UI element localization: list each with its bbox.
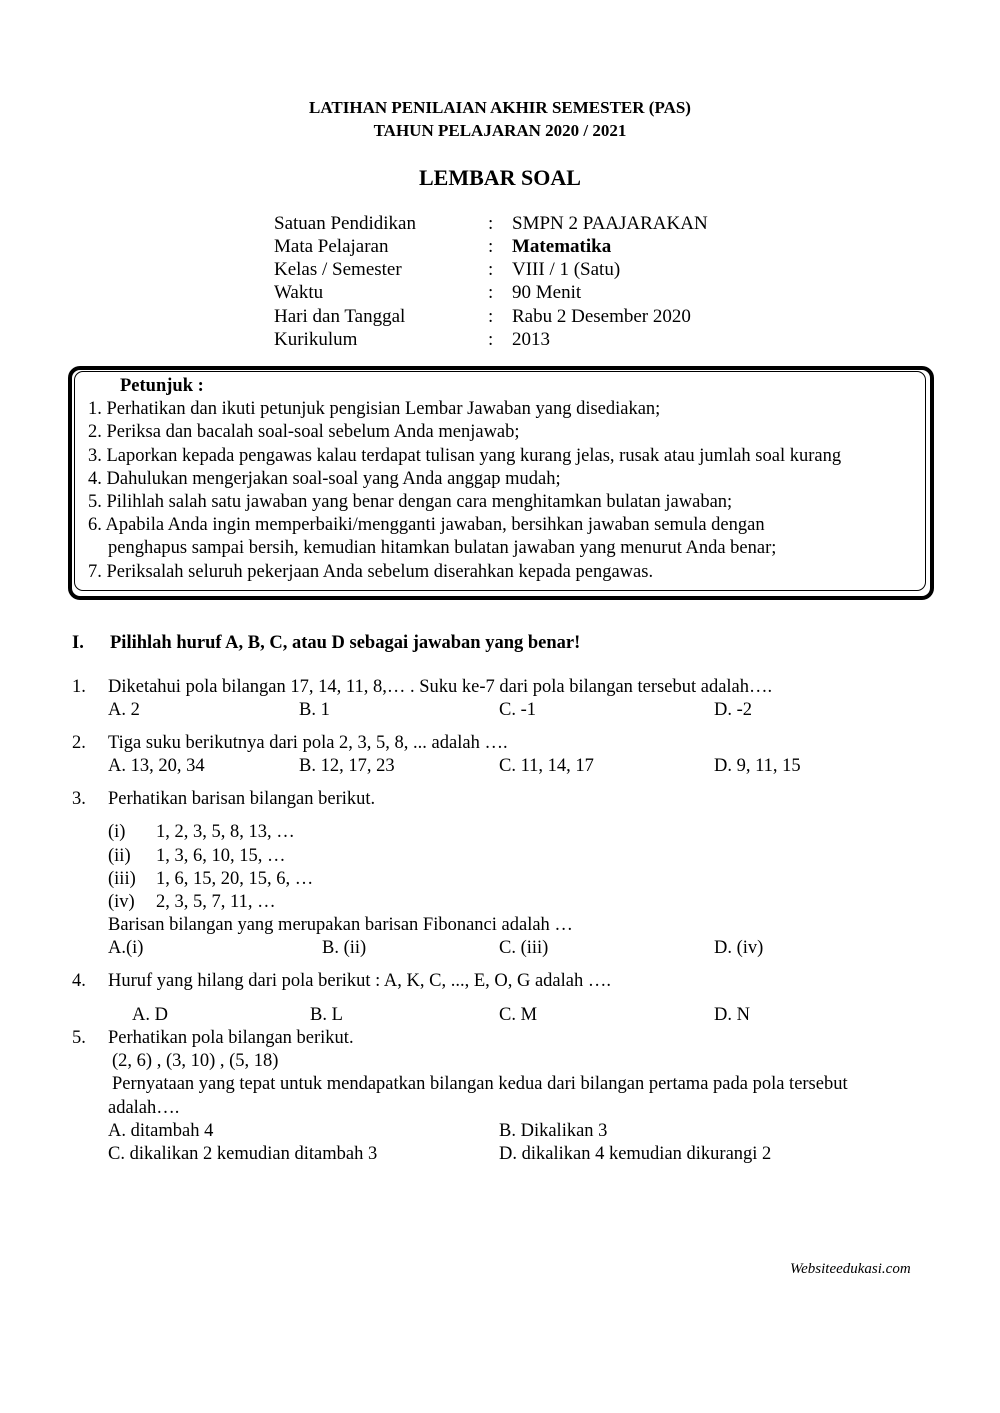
instruction-item: 5. Pilihlah salah satu jawaban yang benar dengan cara menghitamkan bulatan jawaban; bbox=[88, 492, 733, 512]
question-text: Huruf yang hilang dari pola berikut : A, K, C, ..., E, O, G adalah …. bbox=[108, 971, 611, 991]
option-b: B. 12, 17, 23 bbox=[299, 756, 395, 776]
option-c: C. (iii) bbox=[499, 938, 549, 958]
info-sep: : bbox=[488, 329, 494, 350]
option-d: D. N bbox=[714, 1005, 750, 1025]
option-d: D. 9, 11, 15 bbox=[714, 756, 801, 776]
info-label: Hari dan Tanggal bbox=[274, 306, 406, 327]
question-number: 5. bbox=[72, 1028, 86, 1048]
option-c: C. 11, 14, 17 bbox=[499, 756, 594, 776]
option-d: D. (iv) bbox=[714, 938, 764, 958]
option-b: B. (ii) bbox=[322, 938, 367, 958]
instruction-item: 4. Dahulukan mengerjakan soal-soal yang Anda anggap mudah; bbox=[88, 469, 561, 489]
question-number: 2. bbox=[72, 733, 86, 753]
info-sep: : bbox=[488, 259, 494, 280]
section-number: I. bbox=[72, 633, 84, 653]
option-d: D. -2 bbox=[714, 700, 753, 720]
number-pairs: (2, 6) , (3, 10) , (5, 18) bbox=[112, 1051, 279, 1071]
option-d: D. dikalikan 4 kemudian dikurangi 2 bbox=[499, 1144, 772, 1164]
info-value-subject: Matematika bbox=[512, 236, 612, 257]
option-a: A.(i) bbox=[108, 938, 144, 958]
question-number: 4. bbox=[72, 971, 86, 991]
sequence-label: (iii) bbox=[108, 869, 136, 889]
option-a: A. 2 bbox=[108, 700, 140, 720]
info-sep: : bbox=[488, 282, 494, 303]
info-value: Rabu 2 Desember 2020 bbox=[512, 306, 691, 327]
question-number: 1. bbox=[72, 677, 86, 697]
info-value: VIII / 1 (Satu) bbox=[512, 259, 621, 280]
question-text: Perhatikan barisan bilangan berikut. bbox=[108, 789, 376, 809]
header-line-2: TAHUN PELAJARAN 2020 / 2021 bbox=[373, 121, 627, 140]
question-text: Diketahui pola bilangan 17, 14, 11, 8,… . Suku ke-7 dari pola bilangan tersebut adalah…. bbox=[108, 677, 773, 697]
option-a: A. D bbox=[132, 1005, 168, 1025]
info-label: Kurikulum bbox=[274, 329, 358, 350]
option-b: B. L bbox=[310, 1005, 343, 1025]
info-sep: : bbox=[488, 236, 494, 257]
option-c: C. -1 bbox=[499, 700, 536, 720]
question-prompt: Pernyataan yang tepat untuk mendapatkan bilangan kedua dari bilangan pertama pada pola tersebut bbox=[112, 1074, 848, 1094]
option-c: C. M bbox=[499, 1005, 538, 1025]
page-title: LEMBAR SOAL bbox=[419, 165, 581, 190]
question-text: Tiga suku berikutnya dari pola 2, 3, 5, 8, ... adalah …. bbox=[108, 733, 508, 753]
instruction-item: 3. Laporkan kepada pengawas kalau terdapat tulisan yang kurang jelas, rusak atau jumlah soal kurang bbox=[88, 446, 842, 466]
instructions-heading: Petunjuk : bbox=[120, 376, 204, 396]
sequence-values: 1, 2, 3, 5, 8, 13, … bbox=[156, 822, 295, 842]
instruction-item: 7. Periksalah seluruh pekerjaan Anda sebelum diserahkan kepada pengawas. bbox=[88, 562, 654, 582]
option-c: C. dikalikan 2 kemudian ditambah 3 bbox=[108, 1144, 378, 1164]
question-text: Perhatikan pola bilangan berikut. bbox=[108, 1028, 354, 1048]
info-label: Satuan Pendidikan bbox=[274, 213, 416, 234]
question-prompt: Barisan bilangan yang merupakan barisan Fibonanci adalah … bbox=[108, 915, 573, 935]
question-prompt-continued: adalah…. bbox=[108, 1098, 180, 1118]
info-label: Kelas / Semester bbox=[274, 259, 402, 280]
sequence-values: 1, 6, 15, 20, 15, 6, … bbox=[156, 869, 314, 889]
sequence-label: (i) bbox=[108, 822, 126, 842]
sequence-values: 2, 3, 5, 7, 11, … bbox=[156, 892, 276, 912]
sequence-values: 1, 3, 6, 10, 15, … bbox=[156, 846, 286, 866]
question-number: 3. bbox=[72, 789, 86, 809]
option-b: B. Dikalikan 3 bbox=[499, 1121, 608, 1141]
info-sep: : bbox=[488, 306, 494, 327]
sequence-label: (iv) bbox=[108, 892, 135, 912]
option-a: A. 13, 20, 34 bbox=[108, 756, 205, 776]
instruction-item: 6. Apabila Anda ingin memperbaiki/mengganti jawaban, bersihkan jawaban semula dengan bbox=[88, 515, 765, 535]
info-value: 2013 bbox=[512, 329, 550, 350]
instruction-item-continued: penghapus sampai bersih, kemudian hitamkan bulatan jawaban yang menurut Anda benar; bbox=[108, 538, 777, 558]
sequence-label: (ii) bbox=[108, 846, 131, 866]
source-credit: Websiteedukasi.com bbox=[790, 1261, 911, 1277]
instruction-item: 2. Periksa dan bacalah soal-soal sebelum Anda menjawab; bbox=[88, 422, 520, 442]
section-title: Pilihlah huruf A, B, C, atau D sebagai jawaban yang benar! bbox=[110, 633, 581, 653]
instruction-item: 1. Perhatikan dan ikuti petunjuk pengisian Lembar Jawaban yang disediakan; bbox=[88, 399, 661, 419]
header-line-1: LATIHAN PENILAIAN AKHIR SEMESTER (PAS) bbox=[309, 98, 691, 117]
option-a: A. ditambah 4 bbox=[108, 1121, 214, 1141]
info-label: Waktu bbox=[274, 282, 324, 303]
info-sep: : bbox=[488, 213, 494, 234]
option-b: B. 1 bbox=[299, 700, 330, 720]
info-label: Mata Pelajaran bbox=[274, 236, 389, 257]
info-value: 90 Menit bbox=[512, 282, 582, 303]
info-value: SMPN 2 PAAJARAKAN bbox=[512, 213, 708, 234]
